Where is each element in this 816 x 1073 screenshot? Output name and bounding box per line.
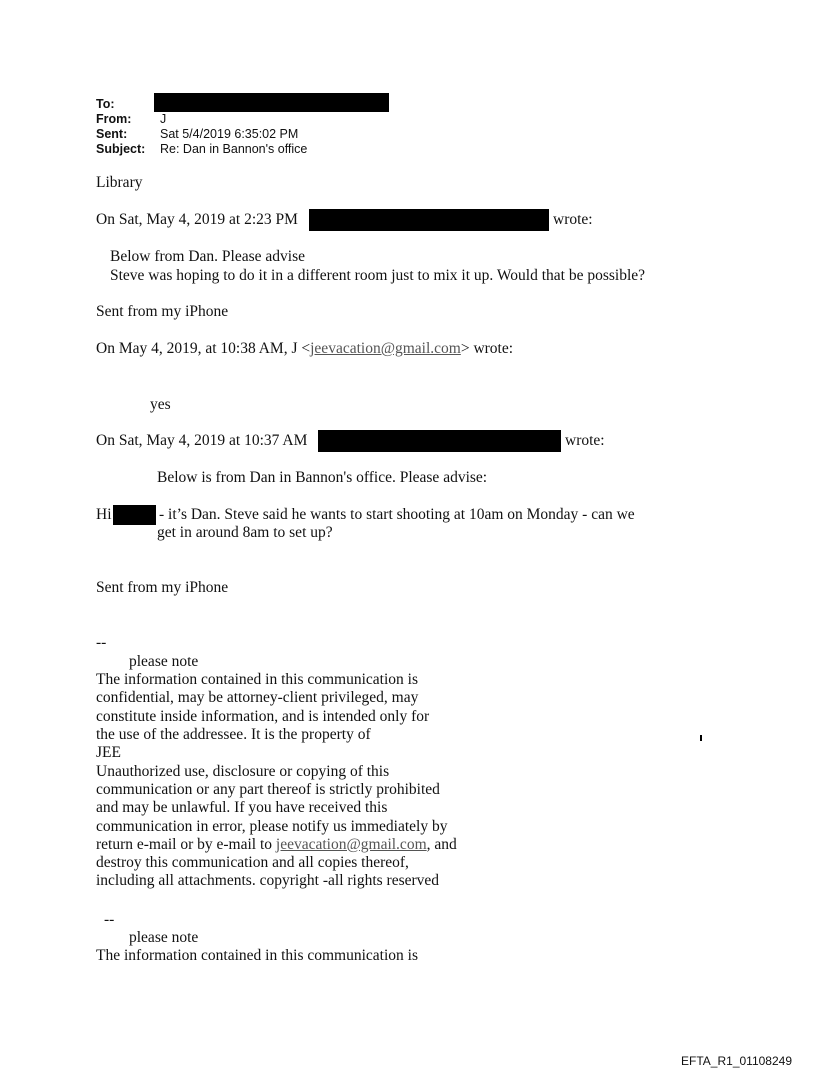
sent-from-iphone-1: Sent from my iPhone <box>96 303 229 320</box>
disclaimer1-line: and may be unlawful. If you have received this <box>96 799 388 816</box>
disclaimer2-note: please note <box>129 929 199 946</box>
disclaimer1-line: The information contained in this communication is <box>96 671 418 688</box>
quote2-attribution: On May 4, 2019, at 10:38 AM, J <jeevacation@gmail.com> wrote: <box>96 340 514 357</box>
subject-value: Re: Dan in Bannon's office <box>160 142 308 156</box>
sent-from-iphone-2: Sent from my iPhone <box>96 579 229 596</box>
disclaimer1-dashes: -- <box>96 634 107 651</box>
sent-value: Sat 5/4/2019 6:35:02 PM <box>160 127 299 141</box>
redaction-to <box>154 93 389 112</box>
quote3-line1: Below is from Dan in Bannon's office. Please advise: <box>157 469 488 486</box>
hi-line1: - it’s Dan. Steve said he wants to start shooting at 10am on Monday - can we <box>159 506 635 523</box>
quote3-attribution: On Sat, May 4, 2019 at 10:37 AM <box>96 432 308 449</box>
disclaimer1-line: confidential, may be attorney-client privileged, may <box>96 689 419 706</box>
redaction-quote1 <box>309 209 549 231</box>
disclaimer2-dashes: -- <box>104 911 115 928</box>
disclaimer1-line: including all attachments. copyright -all rights reserved <box>96 872 440 889</box>
email-link[interactable]: jeevacation@gmail.com <box>310 340 461 357</box>
disclaimer1-line: return e-mail or by e-mail to jeevacation@gmail.com, and <box>96 836 457 853</box>
document-id: EFTA_R1_01108249 <box>681 1054 792 1068</box>
quote3-wrote: wrote: <box>565 432 605 449</box>
disclaimer1-line: constitute inside information, and is intended only for <box>96 708 430 725</box>
yes-text: yes <box>150 396 171 413</box>
disclaimer1-line: JEE <box>96 744 121 761</box>
quote1-line1: Below from Dan. Please advise <box>110 248 305 265</box>
disclaimer1-line: communication or any part thereof is strictly prohibited <box>96 781 440 798</box>
disclaimer1-line: destroy this communication and all copies thereof, <box>96 854 409 871</box>
disclaimer1-line: the use of the addressee. It is the property of <box>96 726 371 743</box>
redaction-quote3 <box>318 430 561 452</box>
hi-line2: get in around 8am to set up? <box>157 524 333 541</box>
sent-label: Sent: <box>96 127 128 141</box>
to-label: To: <box>96 97 115 111</box>
hi-text: Hi <box>96 506 112 523</box>
quote1-wrote: wrote: <box>553 211 593 228</box>
scan-mark <box>700 735 702 741</box>
from-value: J <box>160 112 167 126</box>
redaction-name <box>113 505 156 525</box>
disclaimer1-line: communication in error, please notify us immediately by <box>96 818 448 835</box>
disclaimer1-note: please note <box>129 653 199 670</box>
quote1-line2: Steve was hoping to do it in a different room just to mix it up. Would that be possible? <box>110 267 646 284</box>
subject-label: Subject: <box>96 142 146 156</box>
quote1-attribution: On Sat, May 4, 2019 at 2:23 PM <box>96 211 298 228</box>
reply-text: Library <box>96 174 143 191</box>
from-label: From: <box>96 112 132 126</box>
disclaimer1-line: Unauthorized use, disclosure or copying of this <box>96 763 390 780</box>
disclaimer2-line: The information contained in this communication is <box>96 947 418 964</box>
disclaimer-email-link[interactable]: jeevacation@gmail.com <box>275 836 427 853</box>
